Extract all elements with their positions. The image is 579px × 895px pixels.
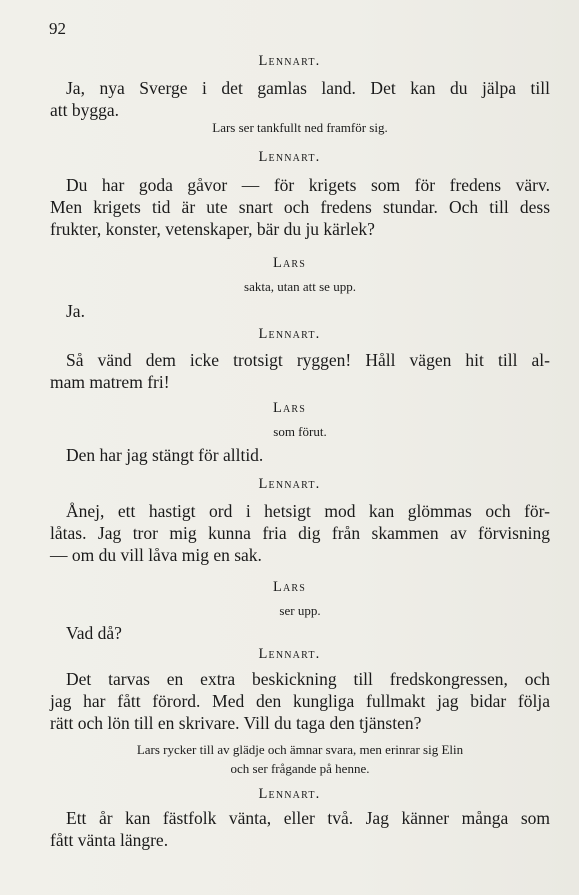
speech-line: Så vänd dem icke trotsigt ryggen! Håll vägen hit till al- (66, 350, 550, 370)
speaker-name: Lars (272, 400, 307, 416)
stage-direction (50, 740, 550, 778)
speech-line: Den har jag stängt för alltid. (66, 445, 264, 465)
speech-line: Det tarvas en extra beskickning till fredskongressen, och (66, 669, 550, 689)
speech-line: Ja. (66, 301, 85, 321)
speech-line: att bygga. (50, 100, 120, 120)
speaker-name: Lars (272, 579, 307, 595)
speaker-name: Lennart. (258, 476, 321, 492)
speech-line: jag har fått förord. Med den kungliga fullmakt jag bidar följa (50, 691, 550, 711)
speaker-name: Lennart. (258, 326, 321, 342)
speech-line: Vad då? (66, 623, 122, 643)
speech-text (50, 300, 550, 322)
stage-direction-line: Lars rycker till av glädje och ämnar svara, men erinrar sig Elin (136, 742, 464, 757)
speaker-name: Lennart. (258, 646, 321, 662)
speech-text (50, 77, 550, 121)
speech-line: Ånej, ett hastigt ord i hetsigt mod kan glömmas och för- (66, 501, 550, 521)
page-number: 92 (49, 19, 66, 38)
stage-direction-line: och ser frågande på henne. (230, 761, 370, 776)
speech-line: låtas. Jag tror mig kunna fria dig från skammen av förvisning (50, 523, 550, 543)
speech-line: rätt och lön till en skrivare. Vill du taga den tjänsten? (50, 713, 422, 733)
speech-line: frukter, konster, vetenskaper, bär du ju kärlek? (50, 219, 375, 239)
speech-line: Du har goda gåvor — för krigets som för fredens värv. (66, 175, 550, 195)
speaker-name: Lars (272, 255, 307, 271)
stage-direction: ser upp. (279, 603, 321, 618)
stage-direction: Lars ser tankfullt ned framför sig. (212, 120, 388, 135)
speech-line: fått vänta längre. (50, 830, 169, 850)
speaker-name: Lennart. (258, 786, 321, 802)
speech-text (50, 807, 550, 851)
stage-direction: som förut. (273, 424, 327, 439)
speaker-name: Lennart. (258, 149, 321, 165)
speech-text (50, 349, 550, 393)
stage-direction: sakta, utan att se upp. (244, 279, 356, 294)
speech-line: — om du vill låva mig en sak. (50, 545, 262, 565)
speech-line: Ett år kan fästfolk vänta, eller två. Jag känner många som (66, 808, 550, 828)
speech-line: Men krigets tid är ute snart och fredens stundar. Och till dess (50, 197, 550, 217)
speech-text (50, 622, 550, 644)
speech-line: Ja, nya Sverge i det gamlas land. Det kan du jälpa till (66, 78, 550, 98)
speaker-name: Lennart. (258, 53, 321, 69)
speech-text (50, 668, 550, 734)
speech-text (50, 500, 550, 566)
speech-text (50, 174, 550, 240)
speech-text (50, 444, 550, 466)
speech-line: mam matrem fri! (50, 372, 170, 392)
